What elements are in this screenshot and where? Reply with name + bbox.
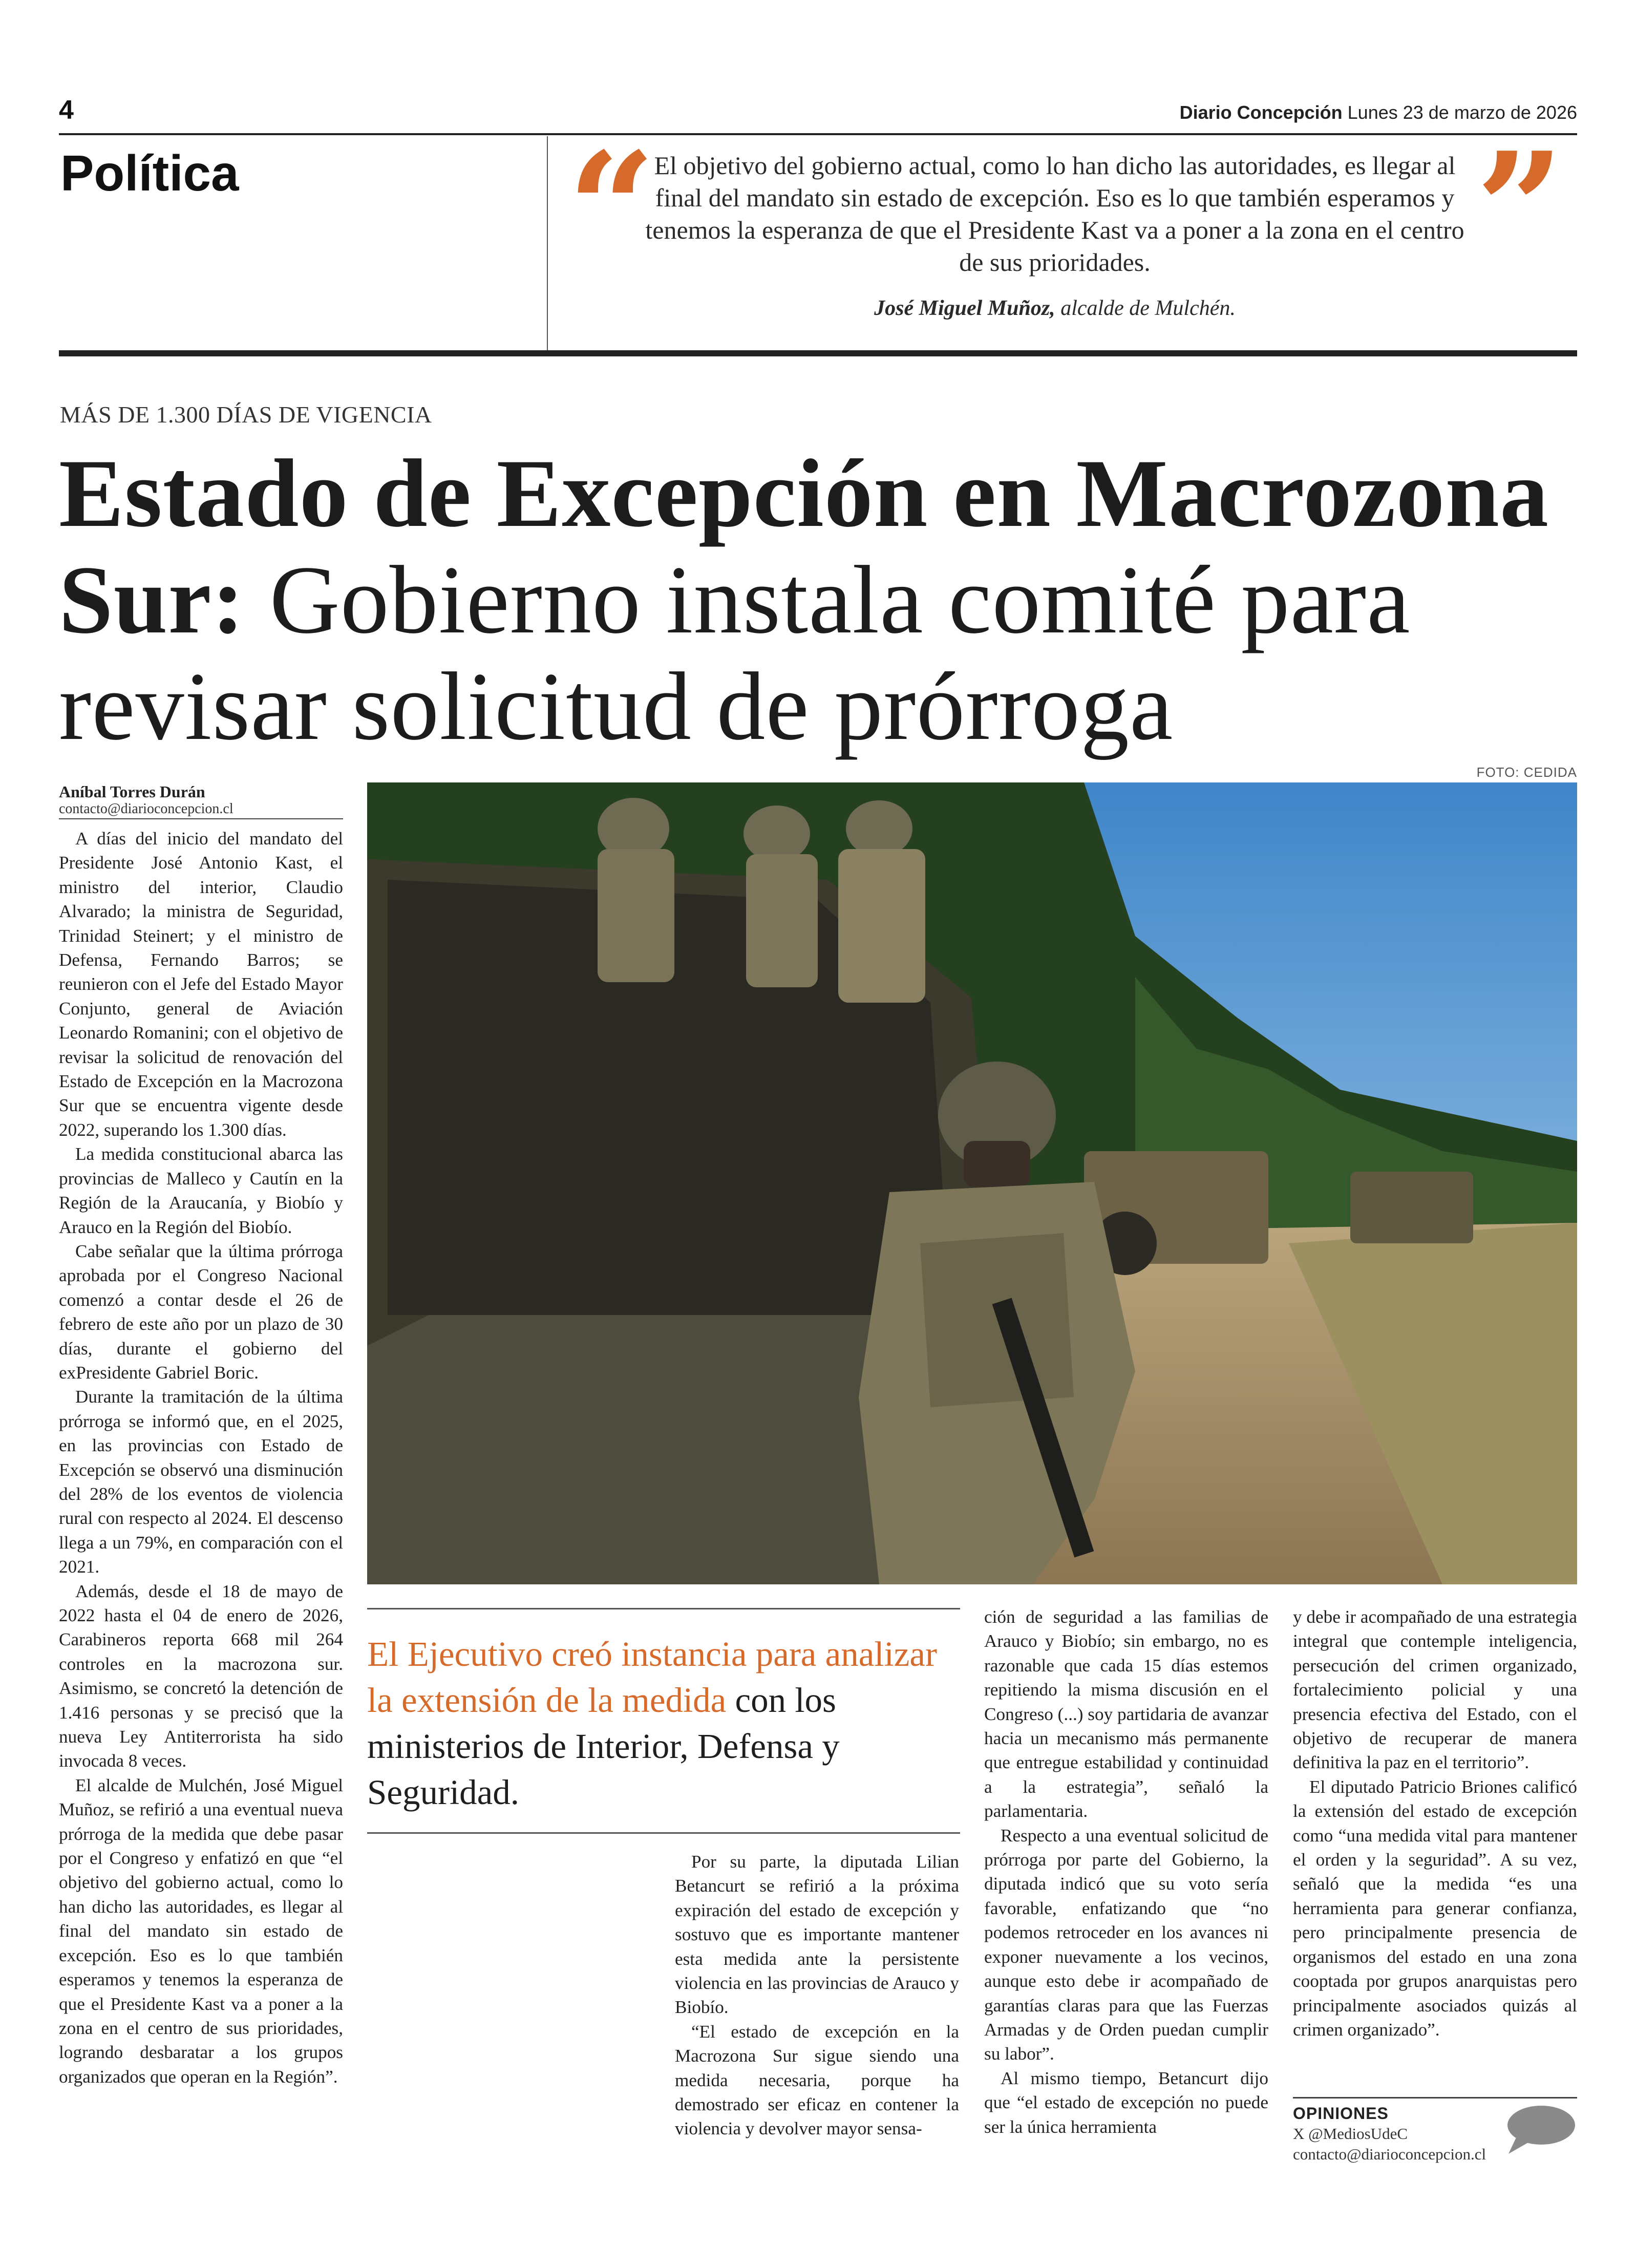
body-paragraph: El diputado Patricio Briones calificó la extensión del estado de excepción como “una medida vital para mantener el orden y la seguridad”. A su vez, señaló que la medida “es una herramienta para generar confianza, pero principalmente presencia de organismos del estado en una zona cooptada por grupos anarquistas pero principalmente asociados quizás al crimen organizado”. — [1293, 1776, 1577, 2040]
article-column-4 — [984, 1605, 1268, 2139]
footer-rule — [1293, 2097, 1577, 2099]
body-paragraph: “El estado de excepción en la Macrozona Sur sigue siendo una medida necesaria, porque ha demostrado ser eficaz en contener la violencia y devolver mayor sensa- — [675, 2021, 959, 2139]
newspaper-name: Diario Concepción — [1179, 102, 1343, 123]
page-number: 4 — [59, 95, 74, 125]
opinions-label: OPINIONES — [1293, 2104, 1389, 2123]
publication-date: Lunes 23 de marzo de 2026 — [1347, 102, 1577, 123]
pull-quote-highlight: El Ejecutivo creó instancia para analizar la extensión de la medida — [367, 1635, 937, 1720]
pull-quote-rest: con los ministerios de Interior, Defensa y Seguridad. — [367, 1681, 840, 1812]
header-divider — [547, 136, 548, 352]
pull-quote-rule-bottom — [367, 1832, 960, 1834]
body-paragraph: A días del inicio del mandato del Presidente José Antonio Kast, el ministro del interior, Claudio Alvarado; la ministra de Seguridad, Trinidad Steinert; y el ministro de Defensa, Fernando Barros; se reunieron con el Jefe del Estado Mayor Conjunto, general de Aviación Leonardo Romanini; con el objetivo de revisar la solicitud de renovación del Estado de Excepción en la Macrozona Sur que se encuentra vigente desde 2022, superando los 1.300 días. — [59, 829, 343, 1140]
article-headline — [59, 440, 1585, 760]
headline-rest: Gobierno instala comité para revisar solicitud de prórroga — [59, 546, 1411, 760]
body-paragraph: La medida constitucional abarca las provincias de Malleco y Cautín en la Región de la Araucanía, y Biobío y Arauco en la Región del Biobío. — [59, 1144, 343, 1237]
article-kicker: MÁS DE 1.300 DÍAS DE VIGENCIA — [60, 401, 432, 428]
contact-email[interactable]: contacto@diarioconcepcion.cl — [1293, 2145, 1486, 2163]
featured-quote-text: El objetivo del gobierno actual, como lo han dicho las autoridades, es llegar al final del mandato sin estado de excepción. Eso es lo que también esperamos y tenemos la esperanza de que el Presidente Kast va a poner a la zona en el centro de sus prioridades. — [645, 151, 1464, 277]
quote-author-role: alcalde de Mulchén. — [1060, 296, 1236, 320]
body-paragraph: El alcalde de Mulchén, José Miguel Muñoz, se refirió a una eventual nueva prórroga de la medida que debe pasar por el Congreso y enfatizó en que “el objetivo del gobierno actual, como lo han dicho las autoridades, es llegar al final del mandato sin estado de excepción. Eso es lo que también esperamos y tenemos la esperanza de que el Presidente Kast va a poner a la zona en el centro de sus prioridades, logrando desbaratar a los grupos organizados que operan en la Región”. — [59, 1775, 343, 2087]
social-handle[interactable]: X @MediosUdeC — [1293, 2125, 1408, 2143]
article-column-1 — [59, 826, 343, 2089]
open-quote-mark: “ — [567, 118, 656, 299]
header-bottom-rule — [59, 350, 1577, 356]
close-quote-mark: ” — [1476, 118, 1564, 299]
byline-email[interactable]: contacto@diarioconcepcion.cl — [59, 801, 233, 817]
pull-quote — [367, 1631, 960, 1815]
body-paragraph: Al mismo tiempo, Betancurt dijo que “el estado de excepción no puede ser la única herramienta — [984, 2068, 1268, 2137]
article-photo — [367, 782, 1577, 1584]
body-paragraph: y debe ir acompañado de una estrategia integral que contemple inteligencia, persecución del crimen organizado, fortalecimiento policial y una presencia efectiva del Estado, con el objetivo de recuperar de manera definitiva la paz en el territorio”. — [1293, 1607, 1577, 1773]
body-paragraph: Por su parte, la diputada Lilian Betancurt se refirió a la próxima expiración del estado de excepción y sostuvo que es importante mantener esta medida ante la persistente violencia en las provincias de Arauco y Biobío. — [675, 1852, 959, 2018]
byline-rule — [59, 818, 343, 819]
chat-bubble-icon — [1505, 2104, 1577, 2155]
body-paragraph: ción de seguridad a las familias de Arauco y Biobío; sin embargo, no es razonable que cada 15 días estemos repitiendo la misma discusión en el Congreso (...) soy partidaria de avanzar hacia un mecanismo más permanente que entregue estabilidad y continuidad a la estrategia”, señaló la parlamentaria. — [984, 1607, 1268, 1821]
quote-author: José Miguel Muñoz, — [874, 296, 1055, 320]
body-paragraph: Además, desde el 18 de mayo de 2022 hasta el 04 de enero de 2026, Carabineros reporta 668 mil 264 controles en la macrozona sur. Asimismo, se concretó la detención de 1.416 personas y se precisó que la nueva Ley Antiterrorista ha sido invocada 8 veces. — [59, 1581, 343, 1771]
quote-attribution — [640, 293, 1470, 324]
article-column-5 — [1293, 1605, 1577, 2042]
header-rule — [59, 133, 1577, 135]
pull-quote-rule-top — [367, 1608, 960, 1609]
headline-bold: Estado de Excepción en Macrozona Sur: — [59, 440, 1549, 654]
body-paragraph: Respecto a una eventual solicitud de prórroga por parte del Gobierno, la diputada indicó que su voto sería favorable, enfatizando que “no podemos retroceder en los avances ni exponer nuevamente a los vecinos, aunque esto debe ir acompañado de garantías claras para que las Fuerzas Armadas y de Orden puedan cumplir su labor”. — [984, 1825, 1268, 2064]
body-paragraph: Durante la tramitación de la última prórroga se informó que, en el 2025, en las provincias con Estado de Excepción se observó una disminución del 28% de los eventos de violencia rural con respecto al 2024. El descenso llega a un 79%, en comparación con el 2021. — [59, 1387, 343, 1577]
byline-author: Aníbal Torres Durán — [59, 782, 205, 801]
article-column-3 — [675, 1850, 959, 2141]
section-title: Política — [60, 145, 239, 201]
photo-credit: FOTO: CEDIDA — [1476, 765, 1577, 780]
body-paragraph: Cabe señalar que la última prórroga aprobada por el Congreso Nacional comenzó a contar desde el 26 de febrero de este año por un plazo de 30 días, durante el gobierno del exPresidente Gabriel Boric. — [59, 1241, 343, 1383]
